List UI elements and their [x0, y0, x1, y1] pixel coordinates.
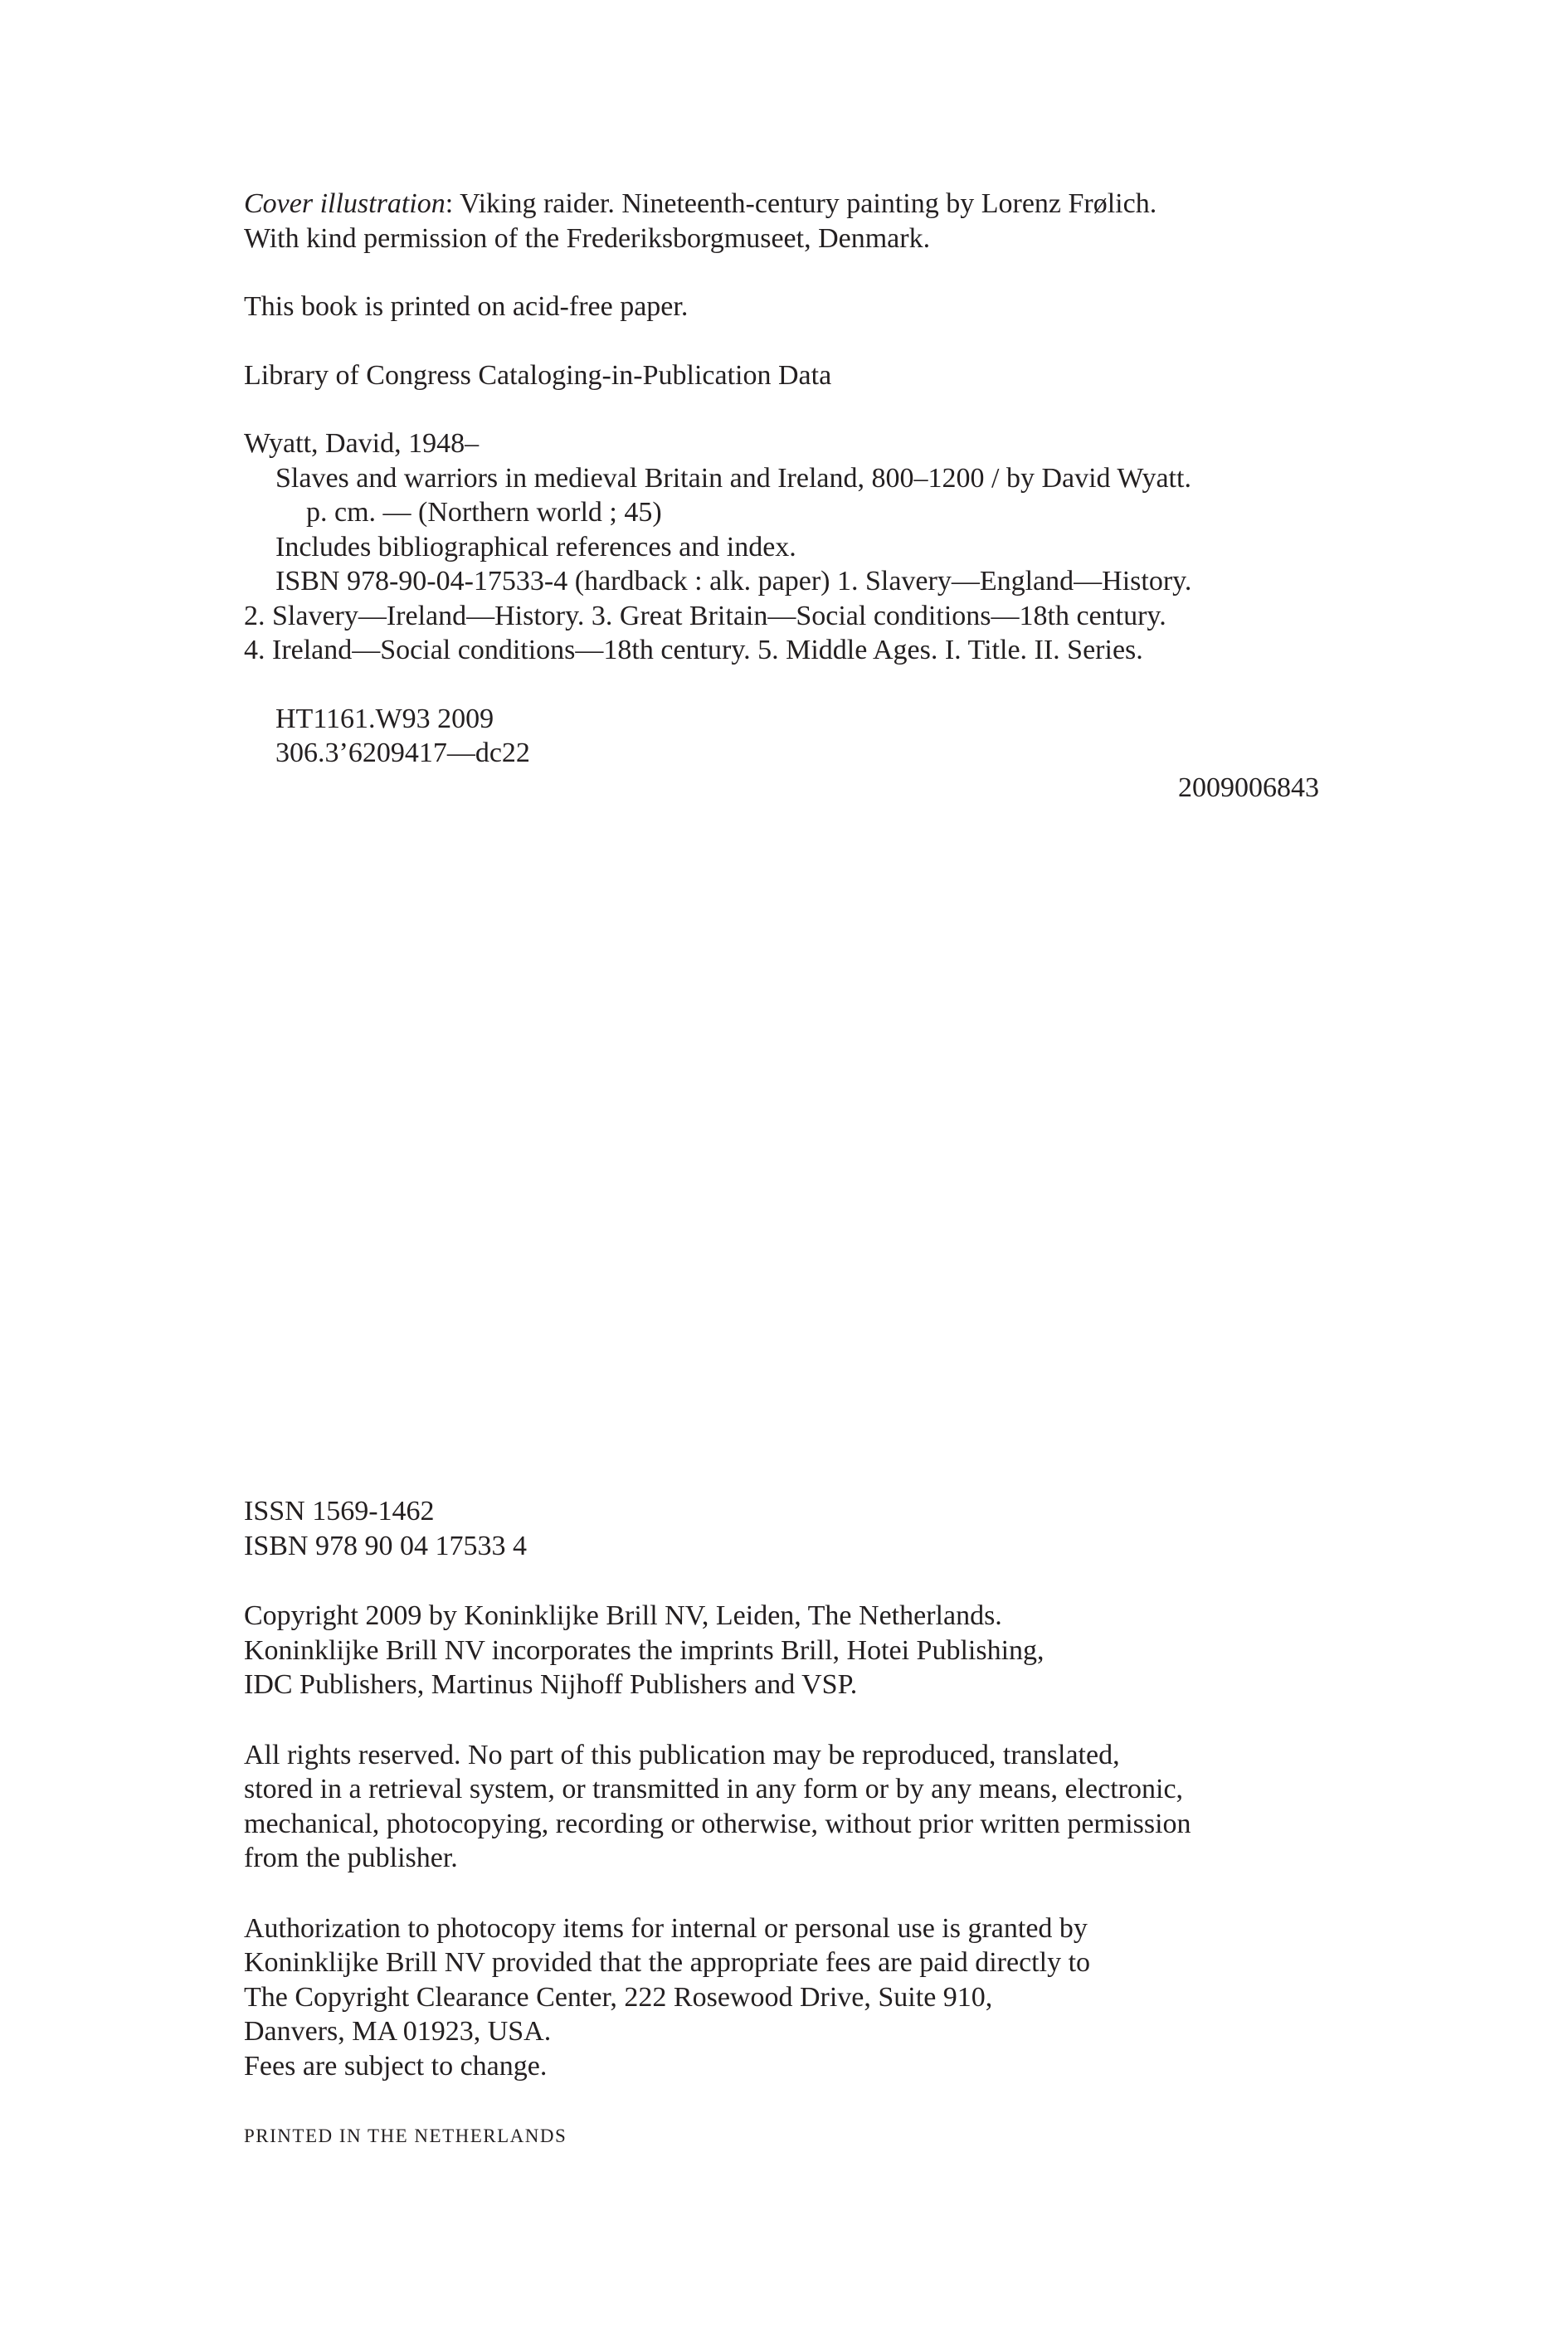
acid-free-note: This book is printed on acid-free paper.: [244, 291, 689, 322]
cover-credit-line-1: [244, 187, 1319, 222]
cover-credit: [244, 187, 1319, 256]
cip-author: Wyatt, David, 1948–: [244, 428, 480, 459]
cip-dewey: 306.3’6209417—dc22: [275, 738, 530, 768]
identifiers: [244, 1494, 1319, 1563]
authorization-line-3: The Copyright Clearance Center, 222 Rosewood Drive, Suite 910,: [244, 1981, 993, 2013]
printed-in-note: PRINTED IN THE NETHERLANDS: [244, 2126, 567, 2146]
rights-line-2: stored in a retrieval system, or transmitted in any form or by any means, electronic,: [244, 1774, 1184, 1804]
cover-credit-line-2: With kind permission of the Frederiksborgmuseet, Denmark.: [244, 222, 931, 254]
cip-lc-class: HT1161.W93 2009: [275, 703, 494, 734]
copyright-notice: [244, 1599, 1319, 1702]
cip-isbn: ISBN 978-90-04-17533-4 (hardback : alk. paper) 1. Slavery—England—History.: [275, 566, 1192, 597]
rights-line-4: from the publisher.: [244, 1843, 458, 1873]
authorization-line-1: Authorization to photocopy items for internal or personal use is granted by: [244, 1912, 1088, 1944]
isbn: ISBN 978 90 04 17533 4: [244, 1530, 527, 1561]
issn: ISSN 1569-1462: [244, 1496, 435, 1527]
cip-includes: Includes bibliographical references and index.: [275, 531, 796, 562]
copyright-line-3: IDC Publishers, Martinus Nijhoff Publishers and VSP.: [244, 1669, 858, 1700]
rights-line-3: mechanical, photocopying, recording or otherwise, without prior written permission: [244, 1808, 1191, 1839]
rights-line-1: All rights reserved. No part of this publication may be reproduced, translated,: [244, 1739, 1120, 1770]
authorization-line-4: Danvers, MA 01923, USA.: [244, 2016, 552, 2047]
cip-title: Slaves and warriors in medieval Britain and Ireland, 800–1200 / by David Wyatt.: [275, 462, 1191, 494]
cip-pages: p. cm. — (Northern world ; 45): [306, 497, 662, 528]
cip-subjects-2: 4. Ireland—Social conditions—18th century. 5. Middle Ages. I. Title. II. Series.: [244, 635, 1143, 665]
cover-label: Cover illustration: [244, 188, 446, 219]
authorization-notice: [244, 1911, 1319, 2084]
authorization-line-2: Koninklijke Brill NV provided that the appropriate fees are paid directly to: [244, 1947, 1091, 1978]
copyright-line-1: Copyright 2009 by Koninklijke Brill NV, Leiden, The Netherlands.: [244, 1600, 1002, 1631]
copyright-page-lower: [244, 1494, 1319, 2154]
copyright-line-2: Koninklijke Brill NV incorporates the imprints Brill, Hotei Publishing,: [244, 1634, 1045, 1666]
copyright-page-upper: [244, 187, 1319, 805]
cip-subjects-1: 2. Slavery—Ireland—History. 3. Great Britain—Social conditions—18th century.: [244, 600, 1166, 631]
cip-record: [244, 426, 1319, 805]
cip-lccn: 2009006843: [1178, 772, 1319, 803]
cip-heading: Library of Congress Cataloging-in-Publication Data: [244, 359, 832, 391]
authorization-line-5: Fees are subject to change.: [244, 2050, 548, 2082]
rights-notice: [244, 1738, 1319, 1876]
cover-credit-text: : Viking raider. Nineteenth-century painting by Lorenz Frølich.: [445, 188, 1157, 219]
